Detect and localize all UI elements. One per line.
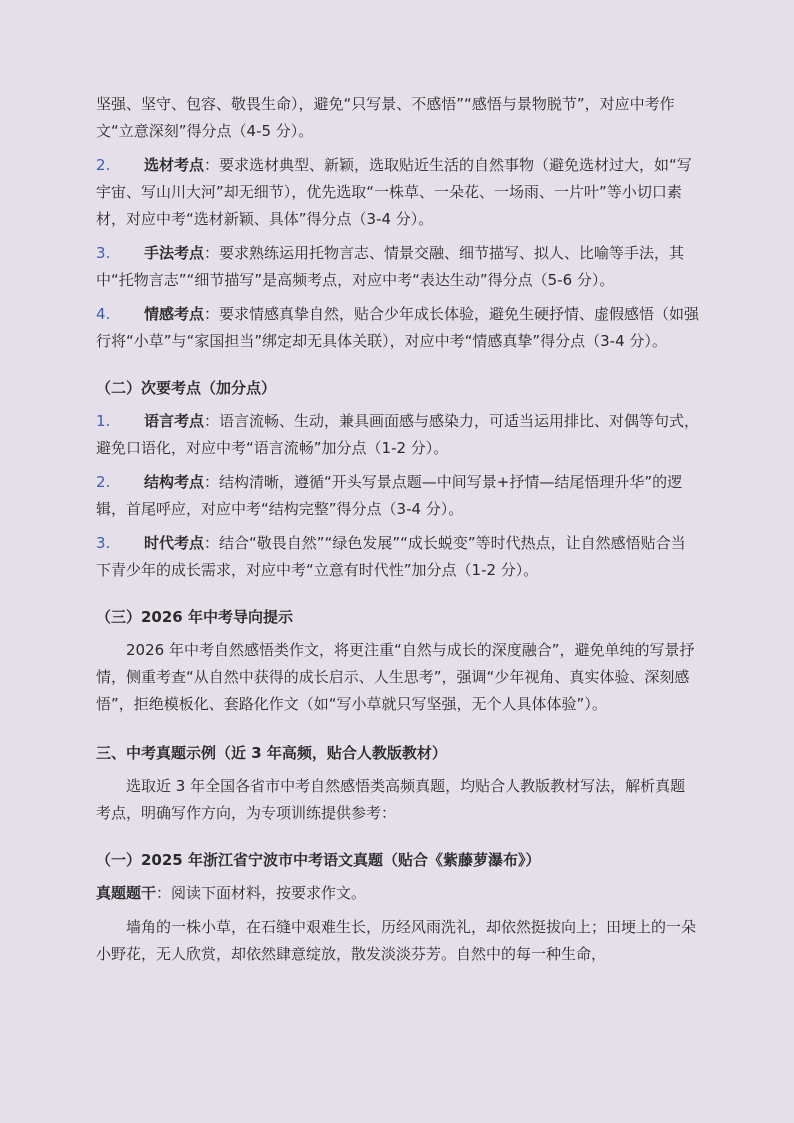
point-text: ：结构清晰，遵循“开头写景点题—中间写景+抒情—结尾悟理升华”的逻辑，首尾呼应，对应中考“结构完整”得分点（3-4 分）。 [96,473,683,518]
point-term: 情感考点 [144,305,205,323]
exam-material: 墙角的一株小草，在石缝中艰难生长，历经风雨洗礼，却依然挺拔向上；田埂上的一朵小野花，无人欣赏，却依然肆意绽放，散发淡淡芬芳。自然中的每一种生命， [96,918,697,963]
point-term: 选材考点 [144,156,205,174]
exam-label: 真题题干 [96,884,157,902]
point-term: 语言考点 [144,412,205,430]
point-text: ：要求情感真挚自然，贴合少年成长体验，避免生硬抒情、虚假感悟（如强行将“小草”与“家国担当”绑定却无具体关联），对应中考“情感真挚”得分点（3-4 分）。 [96,305,700,350]
point-term: 结构考点 [144,473,205,491]
exam-heading: （一）2025 年浙江省宁波市中考语文真题（贴合《紫藤萝瀑布》） [96,851,541,869]
point-text: ：要求选材典型、新颖，选取贴近生活的自然事物（避免选材过大，如“写宇宙、写山川大河”却无细节），优先选取“一株草、一朵花、一场雨、一片叶”等小切口素材，对应中考“选材新颖、具体”得分点（3-4 分）。 [96,156,692,228]
secondary-heading: （二）次要考点（加分点） [96,379,277,397]
exam-label-text: ：阅读下面材料，按要求作文。 [156,884,367,902]
list-number: 2. [96,473,111,491]
section3-heading: 三、中考真题示例（近 3 年高频，贴合人教版教材） [96,744,447,762]
list-number: 3. [96,534,111,552]
list-number: 3. [96,244,111,262]
core-point-item [96,152,700,233]
list-number: 4. [96,305,111,323]
core-point-item [96,301,700,355]
point-text: ：要求熟练运用托物言志、情景交融、细节描写、拟人、比喻等手法，其中“托物言志”“细节描写”是高频考点，对应中考“表达生动”得分点（5-6 分）。 [96,244,685,289]
secondary-point-item [96,408,700,462]
intro-continuation: 坚强、坚守、包容、敬畏生命），避免“只写景、不感悟”“感悟与景物脱节”，对应中考作文“立意深刻”得分点（4-5 分）。 [96,95,675,140]
document-content [96,91,700,968]
point-text: ：结合“敬畏自然”“绿色发展”“成长蜕变”等时代热点，让自然感悟贴合当下青少年的成长需求，对应中考“立意有时代性”加分点（1-2 分）。 [96,534,686,579]
point-term: 时代考点 [144,534,205,552]
list-number: 1. [96,412,111,430]
point-text: ：语言流畅、生动，兼具画面感与感染力，可适当运用排比、对偶等句式，避免口语化，对应中考“语言流畅”加分点（1-2 分）。 [96,412,700,457]
point-term: 手法考点 [144,244,205,262]
guide-paragraph: 2026 年中考自然感悟类作文，将更注重“自然与成长的深度融合”，避免单纯的写景抒情，侧重考查“从自然中获得的成长启示、人生思考”，强调“少年视角、真实体验、深刻感悟”，拒绝模板化、套路化作文（如“写小草就只写坚强，无个人具体体验”）。 [96,641,695,713]
section3-intro: 选取近 3 年全国各省市中考自然感悟类高频真题，均贴合人教版教材写法，解析真题考点，明确写作方向，为专项训练提供参考： [96,777,686,822]
core-point-item [96,240,700,294]
list-number: 2. [96,156,111,174]
secondary-point-item [96,469,700,523]
secondary-point-item [96,530,700,584]
guide-heading: （三）2026 年中考导向提示 [96,608,293,626]
